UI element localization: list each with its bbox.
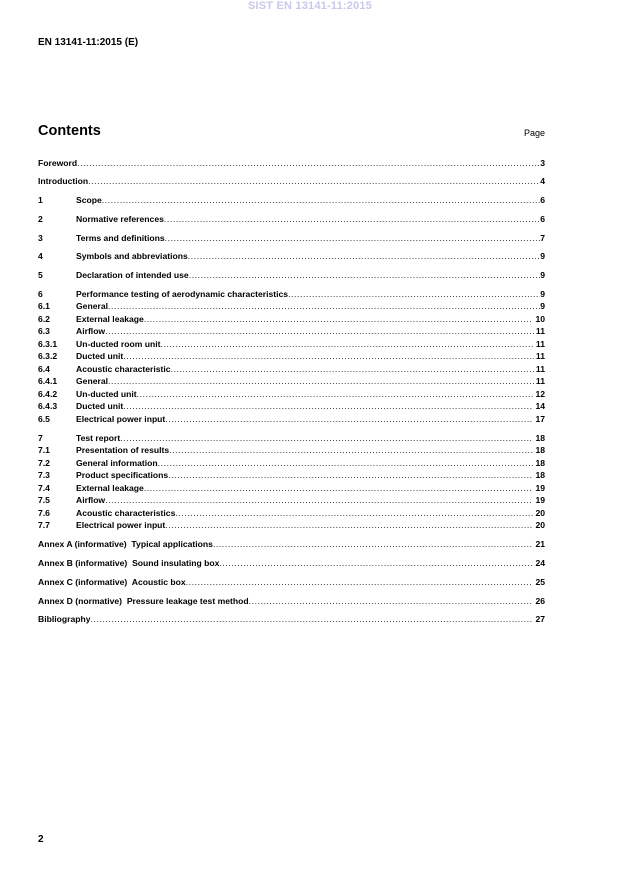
- toc-entry-title[interactable]: Presentation of results: [76, 445, 170, 455]
- toc-entry-title[interactable]: Declaration of intended use: [76, 270, 189, 280]
- toc-entry-title[interactable]: Ducted unit: [76, 351, 124, 361]
- dot-leader: [120, 433, 533, 444]
- toc-entry[interactable]: [38, 289, 545, 300]
- toc-page-number: 6: [540, 195, 545, 205]
- toc-entry[interactable]: [38, 558, 545, 569]
- toc-page-number: 18: [535, 470, 545, 480]
- dot-leader: [189, 270, 541, 281]
- dot-leader: [186, 577, 534, 588]
- toc-section-number: 7.7: [38, 520, 50, 530]
- contents-heading: Contents: [38, 123, 101, 139]
- toc-entry[interactable]: [38, 270, 545, 281]
- dot-leader: [123, 351, 534, 362]
- toc-page-number: 9: [540, 289, 545, 299]
- toc-page-number: 11: [535, 351, 545, 361]
- toc-entry-title[interactable]: Normative references: [76, 214, 164, 224]
- toc-section-number: 4: [38, 251, 43, 261]
- toc-section-number: 3: [38, 233, 43, 243]
- toc-entry[interactable]: [38, 376, 545, 387]
- toc-entry-title[interactable]: External leakage: [76, 483, 144, 493]
- toc-entry[interactable]: [38, 233, 545, 244]
- toc-entry[interactable]: [38, 339, 545, 350]
- dot-leader: [171, 364, 534, 375]
- toc-entry-title[interactable]: Acoustic characteristic: [76, 364, 171, 374]
- toc-section-number: 6: [38, 289, 43, 299]
- toc-section-number: 7.4: [38, 483, 50, 493]
- toc-entry-title[interactable]: Performance testing of aerodynamic characteristics: [76, 289, 289, 299]
- toc-page-number: 12: [535, 389, 545, 399]
- toc-page-number: 20: [535, 520, 545, 530]
- dot-leader: [102, 195, 540, 206]
- toc-entry-title[interactable]: General information: [76, 458, 158, 468]
- toc-entry[interactable]: [38, 433, 545, 444]
- toc-entry[interactable]: [38, 596, 545, 607]
- toc-entry-title[interactable]: Annex C (informative) Acoustic box: [38, 577, 186, 587]
- toc-section-number: 6.5: [38, 414, 50, 424]
- toc-entry-title[interactable]: Ducted unit: [76, 401, 124, 411]
- toc-page-number: 18: [535, 445, 545, 455]
- toc-entry-title[interactable]: Electrical power input: [76, 520, 166, 530]
- toc-entry-title[interactable]: Acoustic characteristics: [76, 508, 176, 518]
- toc-entry-title[interactable]: Introduction: [38, 176, 89, 186]
- dot-leader: [175, 508, 533, 519]
- toc-page-number: 7: [540, 233, 545, 243]
- toc-entry[interactable]: [38, 495, 545, 506]
- toc-entry-title[interactable]: Test report: [76, 433, 121, 443]
- toc-entry[interactable]: [38, 445, 545, 456]
- dot-leader: [249, 596, 534, 607]
- dot-leader: [91, 614, 534, 625]
- toc-section-number: 6.3.1: [38, 339, 58, 349]
- toc-page-number: 9: [540, 301, 545, 311]
- toc-section-number: 7.1: [38, 445, 50, 455]
- toc-section-number: 7.6: [38, 508, 50, 518]
- toc-entry-title[interactable]: Un-ducted room unit: [76, 339, 161, 349]
- toc-page-number: 27: [535, 614, 545, 624]
- dot-leader: [165, 414, 533, 425]
- toc-entry[interactable]: [38, 539, 545, 550]
- toc-page-number: 4: [540, 176, 545, 186]
- page-number: 2: [38, 834, 44, 845]
- toc-entry-title[interactable]: Airflow: [76, 326, 106, 336]
- toc-entry-title[interactable]: General: [76, 301, 109, 311]
- toc-section-number: 5: [38, 270, 43, 280]
- dot-leader: [164, 214, 540, 225]
- toc-entry[interactable]: [38, 214, 545, 225]
- toc-entry[interactable]: [38, 389, 545, 400]
- toc-section-number: 6.4.3: [38, 401, 58, 411]
- toc-entry[interactable]: [38, 195, 545, 206]
- dot-leader: [123, 401, 533, 412]
- dot-leader: [161, 339, 534, 350]
- toc-entry[interactable]: [38, 401, 545, 412]
- dot-leader: [188, 251, 540, 262]
- toc-entry[interactable]: [38, 458, 545, 469]
- toc-entry-title[interactable]: Terms and definitions: [76, 233, 165, 243]
- toc-entry[interactable]: [38, 176, 545, 187]
- document-id-header: EN 13141-11:2015 (E): [38, 37, 139, 48]
- toc-section-number: 6.4.2: [38, 389, 58, 399]
- toc-entry[interactable]: [38, 301, 545, 312]
- toc-entry-title[interactable]: Annex B (informative) Sound insulating box: [38, 558, 220, 568]
- dot-leader: [219, 558, 533, 569]
- toc-page-number: 9: [540, 251, 545, 261]
- dot-leader: [169, 445, 533, 456]
- toc-section-number: 7.5: [38, 495, 50, 505]
- toc-page-number: 20: [535, 508, 545, 518]
- toc-section-number: 6.4: [38, 364, 50, 374]
- toc-section-number: 6.3: [38, 326, 50, 336]
- toc-entry[interactable]: [38, 251, 545, 262]
- dot-leader: [288, 289, 540, 300]
- toc-section-number: 7.2: [38, 458, 50, 468]
- toc-section-number: 6.4.1: [38, 376, 58, 386]
- toc-section-number: 7.3: [38, 470, 50, 480]
- toc-entry[interactable]: [38, 483, 545, 494]
- toc-page-number: 24: [535, 558, 545, 568]
- toc-page-number: 11: [535, 376, 545, 386]
- toc-entry[interactable]: [38, 351, 545, 362]
- dot-leader: [108, 376, 534, 387]
- toc-entry[interactable]: [38, 508, 545, 519]
- dot-leader: [88, 176, 540, 187]
- toc-entry-title[interactable]: Foreword: [38, 158, 78, 168]
- toc-section-number: 7: [38, 433, 43, 443]
- toc-page-number: 25: [535, 577, 545, 587]
- toc-entry[interactable]: [38, 520, 545, 531]
- dot-leader: [108, 301, 540, 312]
- toc-entry-title[interactable]: Bibliography: [38, 614, 91, 624]
- toc-page-number: 11: [535, 339, 545, 349]
- dot-leader: [105, 326, 534, 337]
- toc-section-number: 6.1: [38, 301, 50, 311]
- toc-entry-title[interactable]: External leakage: [76, 314, 144, 324]
- toc-entry[interactable]: [38, 577, 545, 588]
- toc-entry[interactable]: [38, 314, 545, 325]
- dot-leader: [137, 389, 534, 400]
- toc-entry[interactable]: [38, 614, 545, 625]
- dot-leader: [165, 233, 541, 244]
- toc-page-number: 6: [540, 214, 545, 224]
- dot-leader: [168, 470, 533, 481]
- toc-entry[interactable]: [38, 326, 545, 337]
- dot-leader: [144, 314, 534, 325]
- toc-entry-title[interactable]: General: [76, 376, 109, 386]
- toc-page-number: 10: [535, 314, 545, 324]
- toc-entry[interactable]: [38, 470, 545, 481]
- toc-section-number: 6.3.2: [38, 351, 58, 361]
- toc-entry-title[interactable]: Annex D (normative) Pressure leakage test method: [38, 596, 249, 606]
- dot-leader: [105, 495, 533, 506]
- toc-entry-title[interactable]: Un-ducted unit: [76, 389, 137, 399]
- page-column-label: Page: [523, 128, 545, 138]
- toc-entry-title[interactable]: Electrical power input: [76, 414, 166, 424]
- toc-entry-title[interactable]: Product specifications: [76, 470, 169, 480]
- toc-entry-title[interactable]: Annex A (informative) Typical applications: [38, 539, 213, 549]
- toc-page-number: 11: [535, 364, 545, 374]
- toc-page-number: 17: [535, 414, 545, 424]
- toc-entry[interactable]: [38, 364, 545, 375]
- watermark: SIST EN 13141-11:2015: [247, 0, 373, 12]
- toc-page-number: 19: [535, 495, 545, 505]
- toc-page-number: 21: [535, 539, 545, 549]
- toc-page-number: 14: [535, 401, 545, 411]
- dot-leader: [144, 483, 534, 494]
- toc-entry-title[interactable]: Airflow: [76, 495, 106, 505]
- toc-section-number: 1: [38, 195, 43, 205]
- toc-entry[interactable]: [38, 414, 545, 425]
- toc-page-number: 3: [540, 158, 545, 168]
- toc-page-number: 18: [535, 458, 545, 468]
- dot-leader: [213, 539, 534, 550]
- dot-leader: [158, 458, 534, 469]
- toc-page-number: 19: [535, 483, 545, 493]
- toc-entry[interactable]: [38, 158, 545, 169]
- toc-entry-title[interactable]: Symbols and abbreviations: [76, 251, 188, 261]
- toc-page-number: 9: [540, 270, 545, 280]
- toc-entry-title[interactable]: Scope: [76, 195, 102, 205]
- toc-page-number: 26: [535, 596, 545, 606]
- toc-section-number: 6.2: [38, 314, 50, 324]
- dot-leader: [165, 520, 533, 531]
- toc-page-number: 18: [535, 433, 545, 443]
- dot-leader: [77, 158, 540, 169]
- toc-section-number: 2: [38, 214, 43, 224]
- toc-page-number: 11: [535, 326, 545, 336]
